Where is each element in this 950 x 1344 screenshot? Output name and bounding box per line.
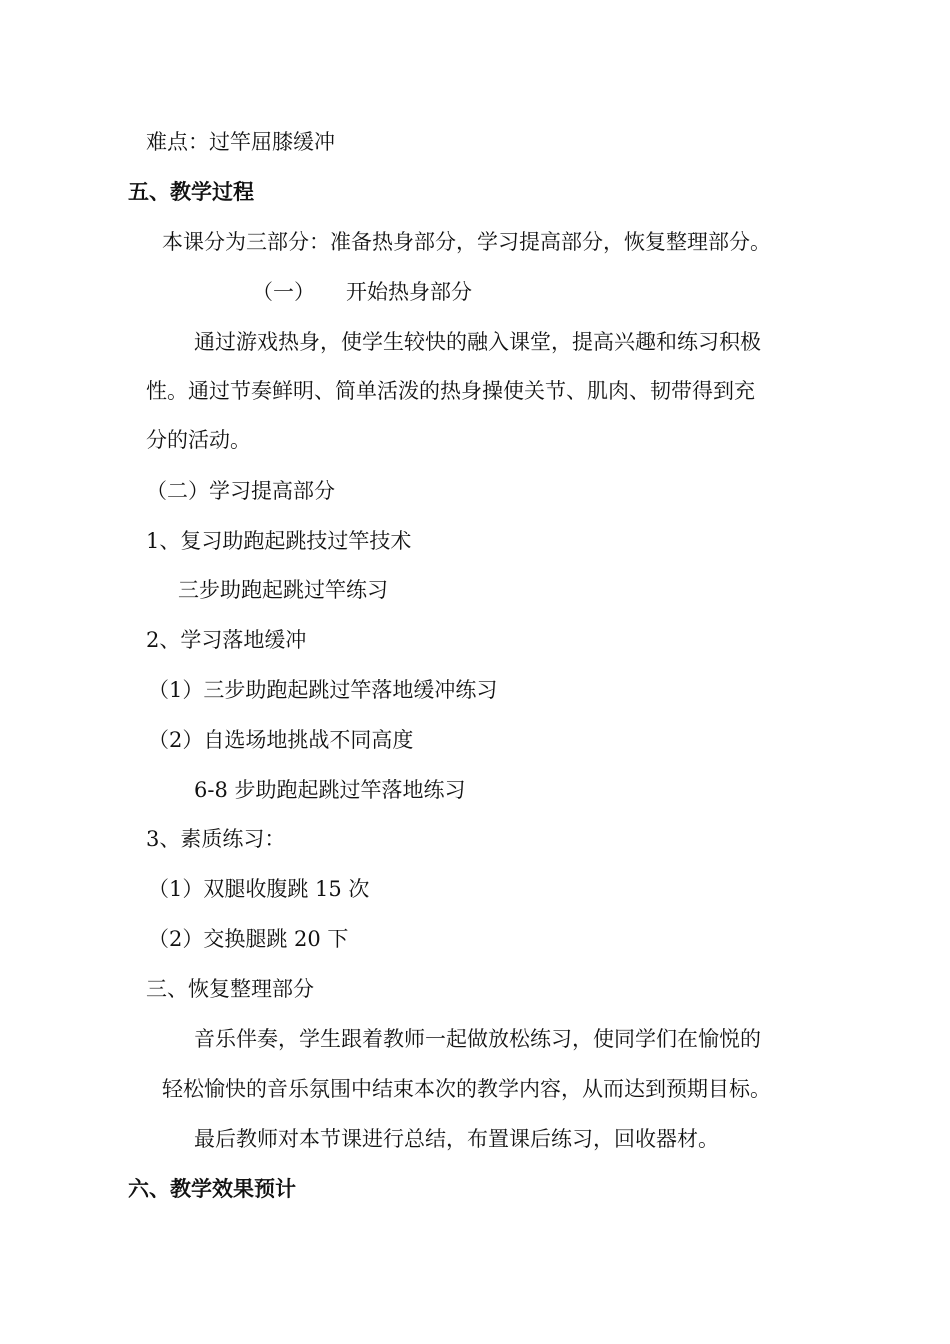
part-1-paragraph-line-2: 性。通过节奏鲜明、简单活泼的热身操使关节、肌肉、韧带得到充: [146, 379, 755, 403]
part-2-heading: （二）学习提高部分: [146, 479, 335, 503]
item-3: 3、素质练习：: [146, 827, 286, 851]
item-2-1: （1）三步助跑起跳过竿落地缓冲练习: [148, 678, 498, 702]
item-1: 1、复习助跑起跳技过竿技术: [146, 529, 412, 553]
difficulty-line: 难点：过竿屈膝缓冲: [146, 130, 335, 154]
section-5-heading: 五、教学过程: [128, 180, 254, 204]
part-1-label: （一）: [252, 280, 315, 304]
section-6-heading: 六、教学效果预计: [128, 1177, 296, 1201]
item-2-2: （2）自选场地挑战不同高度: [148, 728, 414, 752]
closing-paragraph: 最后教师对本节课进行总结，布置课后练习，回收器材。: [194, 1127, 719, 1151]
item-3-2: （2）交换腿跳 20 下: [148, 927, 349, 951]
overview-paragraph: 本课分为三部分：准备热身部分，学习提高部分，恢复整理部分。: [162, 230, 771, 254]
part-3-paragraph-line-2: 轻松愉快的音乐氛围中结束本次的教学内容，从而达到预期目标。: [162, 1077, 771, 1101]
part-1-title: 开始热身部分: [346, 280, 472, 304]
part-1-heading: [252, 278, 472, 306]
item-2-2-sub: 6-8 步助跑起跳过竿落地练习: [194, 778, 466, 802]
item-2: 2、学习落地缓冲: [146, 628, 307, 652]
item-1-sub: 三步助跑起跳过竿练习: [178, 578, 388, 602]
part-3-heading: 三、恢复整理部分: [146, 977, 314, 1001]
part-1-paragraph-line-1: 通过游戏热身，使学生较快的融入课堂，提高兴趣和练习积极: [194, 330, 761, 354]
item-3-1: （1）双腿收腹跳 15 次: [148, 877, 370, 901]
part-3-paragraph-line-1: 音乐伴奏，学生跟着教师一起做放松练习，使同学们在愉悦的: [194, 1027, 761, 1051]
part-1-paragraph-line-3: 分的活动。: [146, 428, 251, 452]
